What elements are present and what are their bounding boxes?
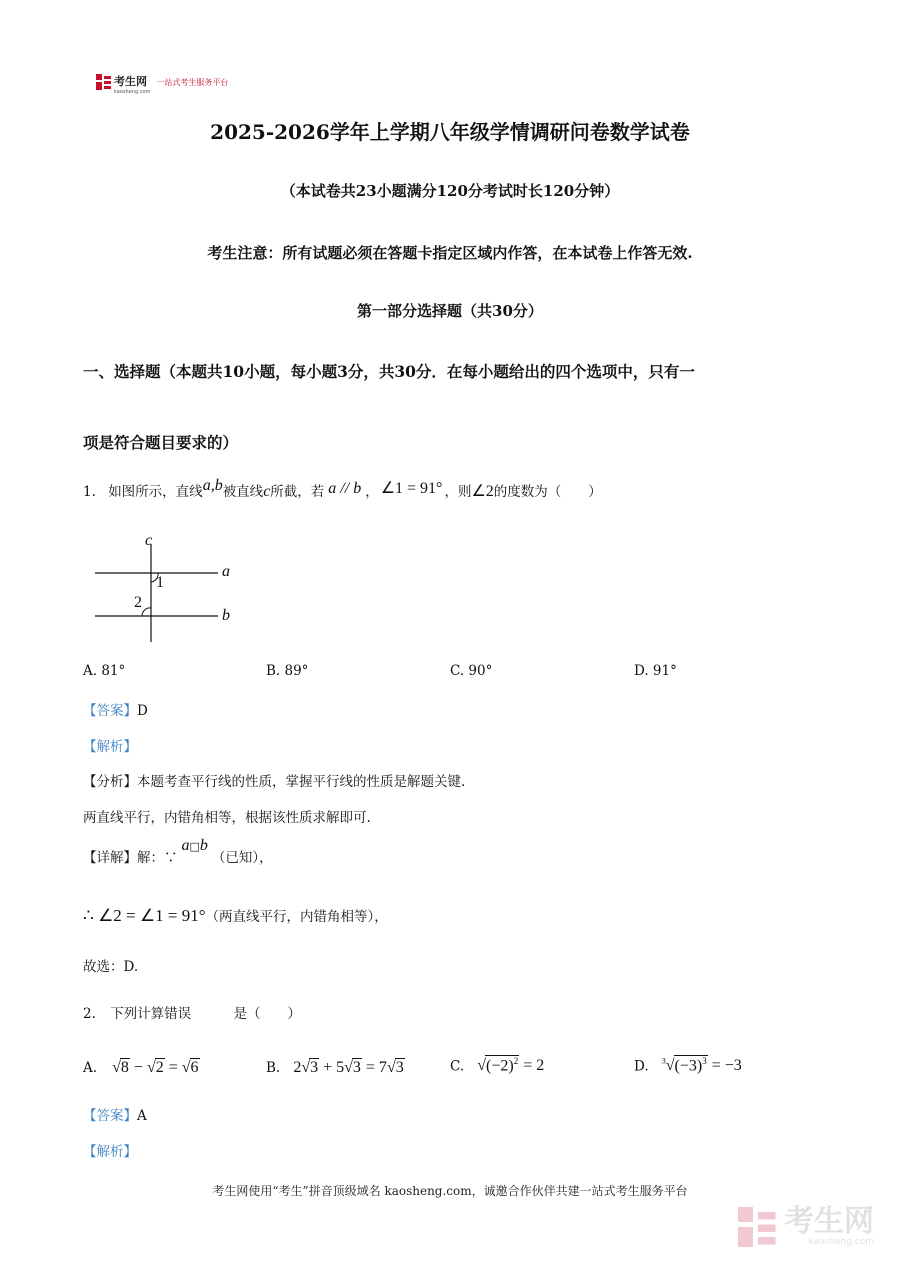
- radicand: (−2): [486, 1057, 514, 1075]
- exam-title: 2025-2026学年上学期八年级学情调研问卷数学试卷: [210, 120, 690, 144]
- fenxi-text: 本题考查平行线的性质，掌握平行线的性质是解题关键.: [137, 774, 466, 790]
- root-index: 3: [661, 1057, 666, 1066]
- choose-value: D.: [123, 959, 139, 975]
- parallel-lines-figure: [90, 530, 250, 650]
- option-label: C.: [450, 1058, 465, 1075]
- exponent: 2: [513, 1056, 519, 1066]
- q2-answer: [83, 1104, 147, 1124]
- operator: = 2: [519, 1057, 545, 1075]
- watermark-sub: kaosheng.com: [808, 1237, 874, 1247]
- option-label: B.: [266, 1060, 281, 1076]
- option-label: A.: [83, 1060, 98, 1076]
- q1-detail-line1: [83, 837, 273, 867]
- q2-option-d: D. $^3√(-3)^3 = -3$: [634, 1056, 742, 1075]
- q1-fenxi: [83, 770, 465, 790]
- radicand: 2: [155, 1059, 164, 1076]
- q2-text: 下列计算错误: [110, 1006, 192, 1022]
- q1-option-b: B. 89°: [266, 663, 309, 679]
- q1-text-3: 所截，若: [270, 484, 325, 500]
- label-a: a: [222, 563, 230, 580]
- watermark-mark-icon: [738, 1207, 778, 1247]
- exam-notice: 考生注意：所有试题必须在答题卡指定区域内作答，在本试卷上作答无效.: [207, 244, 693, 262]
- choose-label: 故选：: [83, 959, 124, 975]
- logo-slogan: 一站式考生服务平台: [156, 77, 229, 87]
- brand-logo: [96, 72, 229, 95]
- detail-tag: 【详解】: [83, 850, 137, 866]
- answer-value: A: [137, 1108, 147, 1124]
- label-angle-2: 2: [134, 594, 142, 611]
- operator: −: [129, 1059, 147, 1076]
- answer-tag: 【答案】: [83, 703, 137, 719]
- detail-math-eq: ∴ ∠2 = ∠1 = 91°: [83, 906, 206, 925]
- q1-text-4: ，: [365, 484, 379, 500]
- q1-option-d: D. 91°: [634, 663, 677, 679]
- section-heading-line2: 项是符合题目要求的）: [83, 433, 239, 452]
- q2-option-b: B. 2√3 + 5√3 = 7√3: [266, 1059, 404, 1076]
- q1-text-2: 被直线: [222, 484, 264, 500]
- q1-answer: [83, 699, 148, 719]
- radicand: 8: [120, 1059, 129, 1076]
- q1-analysis-tag: 【解析】: [83, 739, 137, 755]
- option-label: D.: [634, 1058, 649, 1075]
- logo-mark-icon: [96, 74, 112, 90]
- q2-text-2: 是（ ）: [233, 1006, 301, 1022]
- q2-analysis-tag: 【解析】: [83, 1144, 137, 1160]
- q1-text-5: ，则: [444, 484, 472, 500]
- section-heading-line1: 一、选择题（本题共10小题，每小题3分，共30分．在每小题给出的四个选项中，只有一: [83, 362, 695, 381]
- q1-choose: [83, 955, 138, 975]
- q1-detail-line2: [83, 905, 388, 926]
- q1-option-c: C. 90°: [450, 663, 493, 679]
- q1-math-angle1: ∠1 = 91°: [380, 480, 443, 497]
- watermark-logo: [738, 1204, 874, 1247]
- q1-math-ab: a,b: [202, 477, 223, 494]
- coefficient: 2: [293, 1059, 302, 1076]
- operator: + 5: [319, 1059, 345, 1076]
- radicand: 3: [310, 1059, 319, 1076]
- page-footer: 考生网使用“考生”拼音顶级域名 kaosheng.com，诚邀合作伙伴共建一站式考生服务平台: [212, 1184, 688, 1198]
- question-2-stem: [83, 1002, 301, 1022]
- radicand: (−3): [674, 1057, 703, 1075]
- answer-value: D: [137, 703, 148, 719]
- part-heading: 第一部分选择题（共30分）: [357, 302, 543, 320]
- q1-option-a: A. 81°: [83, 663, 126, 679]
- q1-math-c: c: [263, 483, 271, 500]
- fenxi-tag: 【分析】: [83, 774, 137, 790]
- answer-tag: 【答案】: [83, 1108, 137, 1124]
- logo-brand-sub: kaosheng.com: [114, 88, 151, 95]
- question-1-stem: [83, 477, 602, 501]
- label-angle-1: 1: [156, 574, 164, 591]
- radicand: 3: [352, 1059, 361, 1076]
- radicand: 6: [190, 1059, 199, 1076]
- exam-subtitle: （本试卷共23小题满分120分考试时长120分钟）: [280, 182, 620, 200]
- label-b: b: [222, 607, 230, 624]
- operator: = 7: [361, 1059, 387, 1076]
- question-number: 2.: [83, 1006, 96, 1022]
- q2-option-c: C. $√(-2)^2 = 2$: [450, 1056, 545, 1075]
- question-number: 1.: [83, 484, 96, 500]
- missing-glyph-box: □: [189, 840, 200, 853]
- exponent: 3: [702, 1056, 707, 1066]
- label-c: c: [145, 532, 153, 549]
- q1-fenxi-2: 两直线平行，内错角相等，根据该性质求解即可.: [83, 810, 371, 826]
- watermark-text: 考生网: [784, 1204, 874, 1239]
- detail-math-b: b: [199, 837, 208, 854]
- operator: = −3: [707, 1057, 742, 1075]
- detail-reason: （两直线平行，内错角相等），: [205, 909, 388, 925]
- q1-text-6: 的度数为（ ）: [493, 484, 602, 500]
- q2-option-a: A. √8 − √2 = √6: [83, 1059, 199, 1076]
- logo-brand: 考生网: [114, 74, 147, 88]
- q1-math-angle2: ∠2: [471, 483, 494, 500]
- operator: =: [164, 1059, 182, 1076]
- q1-text-1: 如图所示，直线: [108, 484, 203, 500]
- detail-math-a: a: [181, 837, 190, 854]
- detail-text: 解：∵: [137, 850, 178, 866]
- angle-2-arc: [142, 608, 151, 616]
- detail-note: （已知），: [211, 850, 273, 866]
- q1-math-parallel: a // b: [328, 480, 362, 497]
- radicand: 3: [395, 1059, 404, 1076]
